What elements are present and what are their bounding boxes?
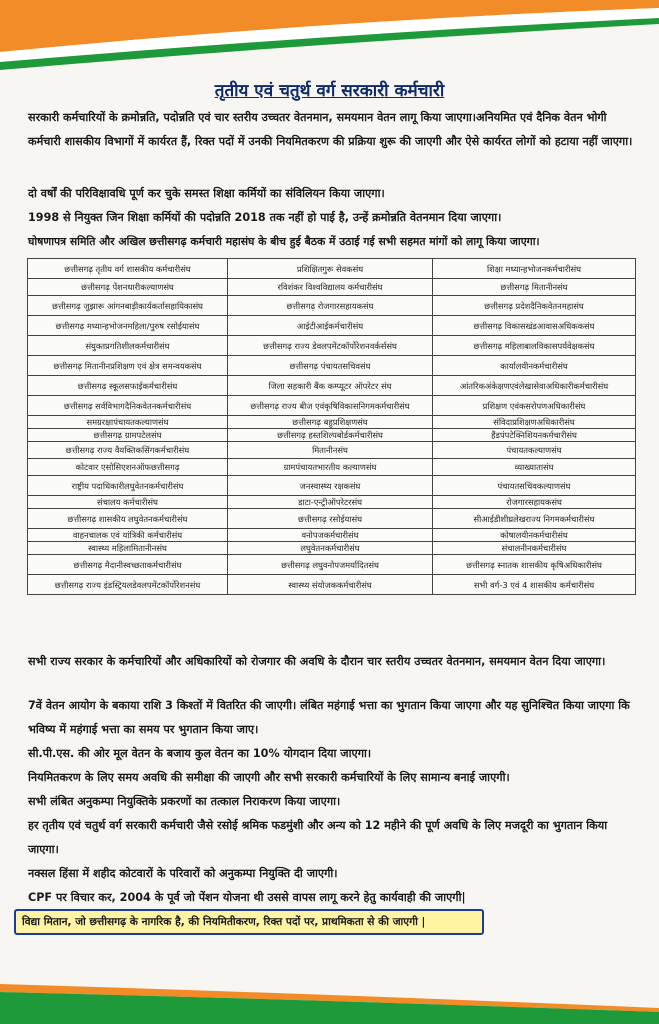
table-cell: स्वास्थ्य संयोजककर्मचारीसंघ [228,575,433,595]
table-cell: प्रशिक्षितगुरू सेवकसंघ [228,259,433,279]
table-cell: रोजगारसहायकसंघ [433,496,636,509]
table-row [28,509,636,529]
table-cell: छत्तीसगढ़ मितानीनप्रशिक्षण एवं क्षेत्र समन्वयकसंघ [28,356,228,376]
table-cell: मितानीनसंघ [228,442,433,459]
table-cell: छत्तीसगढ़ मैदानीस्वच्छताकर्मचारीसंघ [28,555,228,575]
table-row [28,496,636,509]
table-row [28,416,636,429]
after-paragraph-1: सभी राज्य सरकार के कर्मचारियों और अधिकारियों को रोजगार की अवधि के दौरान चार स्तरीय उच्चतर वेतनमान, समयमान वेतन दिया जाएगा। [28,655,606,668]
table-cell: हैंडपंपटेक्निशियनकर्मचारीसंघ [433,429,636,442]
table-cell: छत्तीसगढ़ रोजगारसहायकसंघ [228,296,433,316]
table-cell: छत्तीसगढ़ राज्य वैयक्तिकसिंगकर्मचारीसंघ [28,442,228,459]
intro-paragraph-1: सरकारी कर्मचारियों के क्रमोन्नति, पदोन्नति एवं चार स्तरीय उच्चतर वेतनमान, समयमान वेतन लागू किया जाएगा।अनियमित एवं दैनिक वेतन भोगी कर्मचारी शासकीय विभागों में कार्यरत हैं, रिक्त पदों में उनकी नियमितकरण की प्रक्रिया शुरू की जाएगी और ऐसे कार्यरत लोगों को हटाया नहीं जाएगा। [28,111,633,148]
table-row [28,279,636,296]
table-row [28,529,636,542]
table-cell: छत्तीसगढ़ विकासखंडआवासअधिककसंघ [433,316,636,336]
table-cell: छत्तीसगढ़ पंचायतसचिवसंघ [228,356,433,376]
table-cell: छत्तीसगढ़ पेंशनधारीकल्याणसंघ [28,279,228,296]
table-cell: छत्तीसगढ़ राज्य इंडस्ट्रियलडेवलपमेंटकॉर्पोरेशनसंघ [28,575,228,595]
table-cell: राष्ट्रीय पदाधिकारीलघुवेतनकर्मचारीसंघ [28,476,228,496]
table-cell: पंचायतकल्याणसंघ [433,442,636,459]
table-cell: छत्तीसगढ़ मितानीनसंघ [433,279,636,296]
employee-union-table-body [28,259,636,595]
table-cell: आईटीआईकर्मचारीसंघ [228,316,433,336]
after-paragraph-8: CPF पर विचार कर, 2004 के पूर्व जो पेंशन योजना थी उससे वापस लागू करने हेतु कार्यवाही की जाएगी| [28,891,466,904]
table-cell: छत्तीसगढ़ सर्वविभागदैनिकवेतनकर्मचारीसंघ [28,396,228,416]
table-row [28,376,636,396]
table-cell: संविदाप्रशिक्षणअधिकारीसंघ [433,416,636,429]
table-row [28,356,636,376]
table-cell: डाटा-एन्ट्रीऑपरेटरसंघ [228,496,433,509]
after-paragraph-4: नियमितकरण के लिए समय अवधि की समीक्षा की जाएगी और सभी सरकारी कर्मचारियों के लिए सामान्य बनाई जाएगी। [28,771,510,784]
table-cell: संचालय कर्मचारीसंघ [28,496,228,509]
table-row [28,316,636,336]
table-cell: व्याख्यातासंघ [433,459,636,476]
table-row [28,476,636,496]
table-row [28,336,636,356]
table-row [28,459,636,476]
table-cell: कोषालयीनकर्मचारीसंघ [433,529,636,542]
table-cell: छत्तीसगढ़ शासकीय लघुवेतनकर्मचारीसंघ [28,509,228,529]
table-cell: शिक्षा मध्यान्हभोजनकर्मचारीसंघ [433,259,636,279]
table-cell: छत्तीसगढ़ तृतीय वर्ग शासकीय कर्मचारीसंघ [28,259,228,279]
table-cell: छत्तीसगढ़ महिलाबालविकासपर्यवेक्षकसंघ [433,336,636,356]
intro-paragraph-3: 1998 से नियुक्त जिन शिक्षा कर्मियों की पदोन्नति 2018 तक नहीं हो पाई है, उन्हें क्रमोन्नति वेतनमान दिया जाएगा। [28,211,502,224]
table-cell: कार्यालयीनकर्मचारीसंघ [433,356,636,376]
table-cell: छत्तीसगढ़ मध्यान्हभोजनमहिला/पुरुष रसोईयासंघ [28,316,228,336]
table-cell: छत्तीसगढ़ राज्य डेवलपमेंटकॉर्पोरेशनवर्कर्ससंघ [228,336,433,356]
table-cell: छत्तीसगढ़ स्नातक शासकीय कृषिअधिकारीसंघ [433,555,636,575]
table-cell: वनोपजकर्मचारीसंघ [228,529,433,542]
table-row [28,555,636,575]
table-cell: जनस्वास्थ्य रक्षकसंघ [228,476,433,496]
table-cell: छत्तीसगढ़ जुझारू आंगनबाड़ीकार्यकर्तासहायिकासंघ [28,296,228,316]
table-cell: छत्तीसगढ़ हस्तशिल्पबोर्डकर्मचारीसंघ [228,429,433,442]
table-cell: प्रशिक्षण एवंकसरोपणअधिकारीसंघ [433,396,636,416]
table-cell: लघुवेतनकर्मचारीसंघ [228,542,433,555]
table-cell: सभी वर्ग-3 एवं 4 शासकीय कर्मचारीसंघ [433,575,636,595]
highlighted-statement: विद्या मितान, जो छत्तीसगढ़ के नागरिक है, की नियमितीकरण, रिक्त पदों पर, प्राथमिकता से की जाएगी | [14,909,484,935]
table-cell: ग्रामपंचायतभारतीय कल्याणसंघ [228,459,433,476]
table-cell: संयुक्तप्रगतिशीलकर्मचारीसंघ [28,336,228,356]
table-row [28,429,636,442]
table-row [28,575,636,595]
table-cell: स्वास्थ्य महिलामितानीनसंघ [28,542,228,555]
table-cell: छत्तीसगढ़ स्कूलसफाईकर्मचारीसंघ [28,376,228,396]
table-cell: छत्तीसगढ़ बहुप्रशिक्षणसंघ [228,416,433,429]
table-row [28,296,636,316]
employee-union-table [27,258,636,595]
table-cell: सीआईडीशीघ्रलेखराज्य निगमकर्मचारीसंघ [433,509,636,529]
after-paragraph-7: नक्सल हिंसा में शहीद कोटवारों के परिवारों को अनुकम्पा नियुक्ति दी जाएगी। [28,867,338,880]
after-paragraph-2: 7वें वेतन आयोग के बकाया राशि 3 किश्तों में वितरित की जाएगी। लंबित महंगाई भत्ता का भुगतान किया जाएगा और यह सुनिश्चित किया जाएगा कि भविष्य में महंगाई भत्ता का समय पर भुगतान किया जाए। [28,699,630,736]
table-cell: जिला सहकारी बैंक कम्प्यूटर ऑपरेटर संघ [228,376,433,396]
footer-tricolor-band [0,964,659,1024]
table-row [28,542,636,555]
table-cell: छत्तीसगढ़ राज्य बीज एवंकृषिविकासनिगमकर्मचारीसंघ [228,396,433,416]
table-cell: पंचायतसचिवकल्याणसंघ [433,476,636,496]
table-cell: वाहनचालक एवं यांत्रिकी कर्मचारीसंघ [28,529,228,542]
table-row [28,396,636,416]
table-cell: रविशंकर विश्वविद्यालय कर्मचारीसंघ [228,279,433,296]
table-cell: आंतरिकअंकेक्षणएवंलेखासेवाअधिकारीकर्मचारीसंघ [433,376,636,396]
after-paragraph-6: हर तृतीय एवं चतुर्थ वर्ग सरकारी कर्मचारी जैसे रसोई श्रमिक फडमुंशी और अन्य को 12 महीने की पूर्ण अवधि के लिए मजदूरी का भुगतान किया जाएगा। [28,819,608,856]
table-cell: संचालनीनकर्मचारीसंघ [433,542,636,555]
table-row [28,259,636,279]
intro-paragraph-4: घोषणापत्र समिति और अखिल छत्तीसगढ़ कर्मचारी महासंघ के बीच हुई बैठक में उठाई गई सभी सहमत मांगों को लागू किया जाएगा। [28,235,540,248]
table-cell: छत्तीसगढ़ प्रदेशदैनिकवेतनमहासंघ [433,296,636,316]
table-cell: कोटवार एसोसिएशनऑफछत्तीसगढ़ [28,459,228,476]
after-paragraph-5: सभी लंबित अनुकम्पा नियुक्तिके प्रकरणों का तत्काल निराकरण किया जाएगा। [28,795,341,808]
table-cell: छत्तीसगढ़ ग्रामपटेलसंघ [28,429,228,442]
table-row [28,442,636,459]
table-cell: छत्तीसगढ़ रसोईयासंघ [228,509,433,529]
table-cell: समग्ररक्षापंचायतकल्याणसंघ [28,416,228,429]
header-tricolor-band [0,0,659,70]
after-paragraph-3: सी.पी.एस. की ओर मूल वेतन के बजाय कुल वेतन का 10% योगदान दिया जाएगा। [28,747,372,760]
intro-paragraph-2: दो वर्षों की परिविक्षावधि पूर्ण कर चुके समस्त शिक्षा कर्मियों का संविलियन किया जाएगा। [28,187,385,200]
table-cell: छत्तीसगढ़ लघुवनोपजमर्यादितसंघ [228,555,433,575]
page-title: तृतीय एवं चतुर्थ वर्ग सरकारी कर्मचारी [214,81,445,101]
